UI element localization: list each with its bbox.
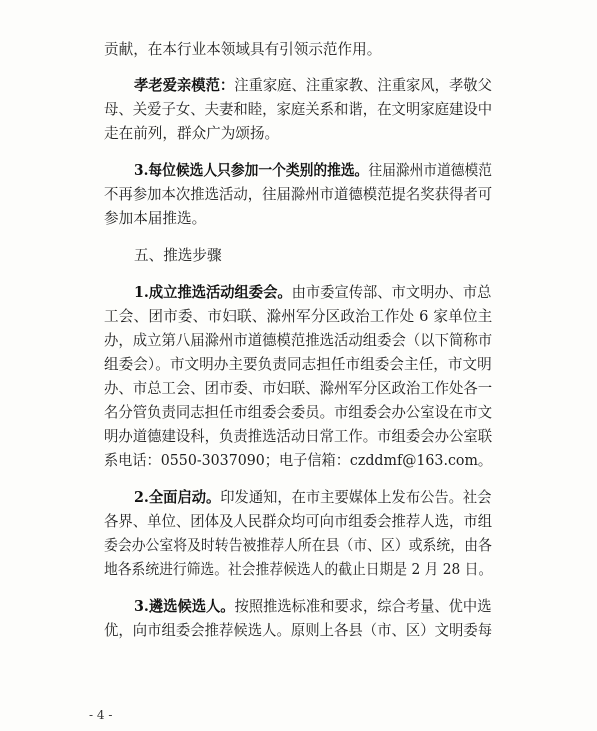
- text-line: [104, 427, 492, 447]
- body-text: 按照推选标准和要求，综合考量、优中选: [234, 598, 492, 615]
- body-text: 注重家庭、注重家教、注重家风，孝敬父: [234, 77, 492, 94]
- text-line: [104, 512, 492, 532]
- text-line: [134, 488, 491, 508]
- body-text: 贡献，在本行业本领域具有引领示范作用。: [104, 41, 382, 58]
- body-text: 由市委宣传部、市文明办、市总: [291, 284, 492, 301]
- body-text: 往届滁州市道德模范: [368, 162, 493, 179]
- body-text: 母、关爱子女、夫妻和睦，家庭关系和谐，在文明家庭建设中: [104, 101, 493, 118]
- body-text: 明办道德建设科，负责推选活动日常工作。市组委会办公室联: [104, 428, 493, 445]
- text-line: [104, 100, 492, 120]
- text-line: [104, 621, 492, 641]
- text-line: [104, 560, 492, 580]
- text-line: [104, 379, 492, 399]
- body-text: 名分管负责同志担任市组委会委员。市组委会办公室设在市文: [104, 404, 493, 421]
- body-text: 办、市总工会、团市委、市妇联、滁州军分区政治工作处各一: [104, 380, 493, 397]
- text-line: [104, 536, 492, 556]
- body-text: 各界、单位、团体及人民群众均可向市组委会推荐人选，市组: [104, 513, 493, 530]
- text-line: [104, 451, 492, 471]
- text-line: [104, 403, 492, 423]
- body-text: 参加本届推选。: [104, 210, 207, 227]
- text-line: [134, 246, 222, 266]
- text-line: [134, 76, 492, 96]
- body-text: 组委会）。市文明办主要负责同志担任市组委会主任，市文明: [104, 356, 492, 373]
- text-line: [104, 307, 492, 327]
- text-line: [134, 597, 491, 617]
- bold-heading-text: 1.成立推选活动组委会。: [134, 284, 292, 301]
- bold-heading-text: 3.遴选候选人。: [134, 598, 235, 615]
- body-text: 系电话：0550-3037090；电子信箱：czddmf@163.com。: [104, 452, 493, 469]
- text-line: [104, 185, 492, 205]
- text-line: [104, 124, 279, 144]
- text-line: [104, 209, 206, 229]
- bold-heading-text: 2.全面启动。: [134, 489, 221, 506]
- text-line: [134, 283, 491, 303]
- body-text: 地各系统进行筛选。社会推荐候选人的截止日期是 2 月 28 日。: [104, 561, 493, 578]
- bold-heading-text: 3.每位候选人只参加一个类别的推选。: [134, 162, 369, 179]
- body-text: 工会、团市委、市妇联、滁州军分区政治工作处 6 家单位主: [104, 308, 493, 325]
- text-line: [104, 331, 492, 351]
- text-line: [104, 355, 492, 375]
- bold-heading-text: 孝老爱亲模范：: [134, 77, 235, 94]
- body-text: 走在前列，群众广为颂扬。: [104, 125, 280, 142]
- text-line: [104, 40, 381, 60]
- body-text: 印发通知，在市主要媒体上发布公告。社会: [220, 489, 492, 506]
- body-text: 委会办公室将及时转告被推荐人所在县（市、区）或系统，由各: [104, 537, 492, 554]
- body-text: 不再参加本次推选活动，往届滁州市道德模范提名奖获得者可: [104, 186, 493, 203]
- body-text: 办，成立第八届滁州市道德模范推选活动组委会（以下简称市: [104, 332, 493, 349]
- text-line: [134, 161, 492, 181]
- body-text: 五、推选步骤: [134, 247, 222, 264]
- body-text: 优，向市组委会推荐候选人。原则上各县（市、区）文明委每: [104, 622, 493, 639]
- page-number: - 4 -: [89, 708, 113, 722]
